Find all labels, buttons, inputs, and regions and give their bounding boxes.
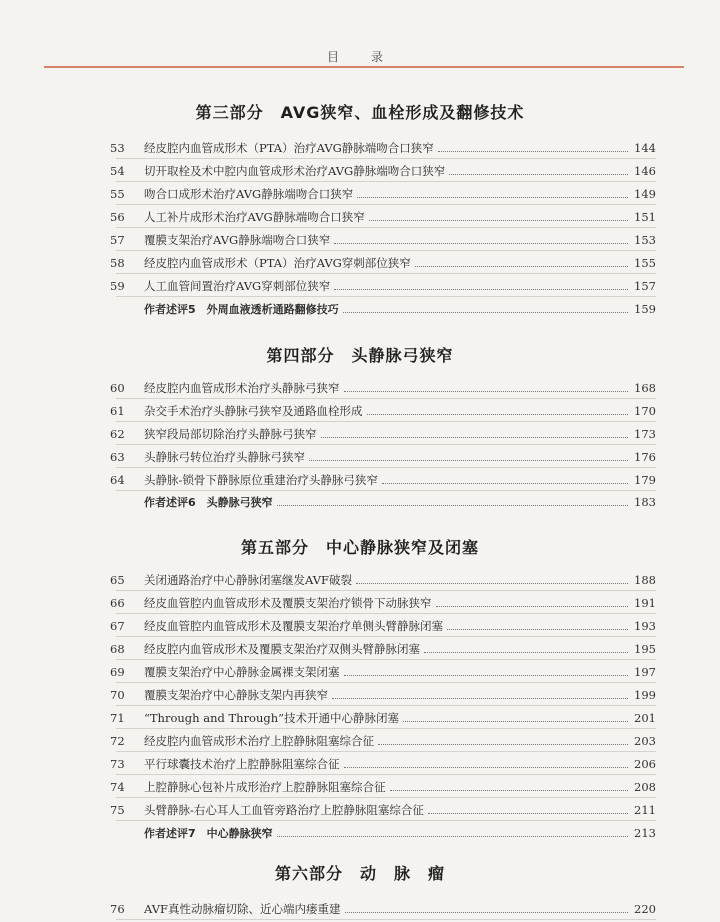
toc-entry <box>110 731 656 752</box>
dot-leader <box>438 150 628 152</box>
toc-entry <box>110 207 656 228</box>
entry-title: 平行球囊技术治疗上腔静脉阻塞综合征 <box>144 757 340 771</box>
entry-text-wrap <box>144 618 632 634</box>
entry-number: 68 <box>110 642 125 656</box>
page-header: 目 录 <box>326 50 393 64</box>
dot-leader <box>345 911 628 913</box>
dot-leader <box>309 459 628 461</box>
page-number: 213 <box>634 826 656 840</box>
toc-entry <box>110 184 656 205</box>
page-number: 146 <box>634 164 656 178</box>
entry-text-wrap <box>144 779 632 795</box>
toc-entry <box>110 378 656 399</box>
entry-number: 64 <box>110 473 125 487</box>
entry-number: 62 <box>110 427 125 441</box>
entry-title: 切开取栓及术中腔内血管成形术治疗AVG静脉端吻合口狭窄 <box>144 164 446 178</box>
author-comment-entry <box>116 492 656 512</box>
entry-number: 72 <box>110 734 125 748</box>
entry-text-wrap <box>144 278 632 294</box>
toc-entry <box>110 138 656 159</box>
entry-text-wrap <box>144 901 632 917</box>
author-comment-entry <box>116 299 656 319</box>
page-number: 149 <box>634 187 656 201</box>
entry-title: 经皮腔内血管成形术治疗上腔静脉阻塞综合征 <box>144 734 374 748</box>
toc-entry <box>110 276 656 297</box>
entry-text-wrap <box>144 255 632 271</box>
toc-entry <box>110 685 656 706</box>
entry-title: 经皮血管腔内血管成形术及覆膜支架治疗单侧头臂静脉闭塞 <box>144 619 443 633</box>
entry-number: 76 <box>110 902 125 916</box>
entry-text-wrap <box>144 449 632 465</box>
entry-number: 70 <box>110 688 125 702</box>
entry-number: 75 <box>110 803 125 817</box>
entry-title: 关闭通路治疗中心静脉闭塞继发AVF破裂 <box>144 573 353 587</box>
entry-number: 55 <box>110 187 125 201</box>
page-number: 183 <box>634 495 656 509</box>
page-number: 188 <box>634 573 656 587</box>
page-number: 170 <box>634 404 656 418</box>
entry-title: 人工补片成形术治疗AVG静脉端吻合口狭窄 <box>144 210 365 224</box>
section-title: 第五部分 中心静脉狭窄及闭塞 <box>240 538 479 557</box>
page-number: 203 <box>634 734 656 748</box>
entry-title: AVF真性动脉瘤切除、近心端内瘘重建 <box>144 902 341 916</box>
comment-title: 作者述评6 头静脉弓狭窄 <box>144 496 273 509</box>
entry-title: 经皮腔内血管成形术治疗头静脉弓狭窄 <box>144 381 340 395</box>
toc-entry <box>110 662 656 683</box>
page-number: 153 <box>634 233 656 247</box>
page-number: 206 <box>634 757 656 771</box>
entry-title: 狭窄段局部切除治疗头静脉弓狭窄 <box>144 427 317 441</box>
entry-number: 58 <box>110 256 125 270</box>
entry-text-wrap <box>144 472 632 488</box>
dot-leader <box>277 504 628 506</box>
page-number: 199 <box>634 688 656 702</box>
page-number: 208 <box>634 780 656 794</box>
page-number: 151 <box>634 210 656 224</box>
dot-leader <box>436 605 629 607</box>
entry-text-wrap <box>144 232 632 248</box>
author-comment-entry <box>116 823 656 843</box>
section-title: 第六部分 动 脉 瘤 <box>274 864 445 883</box>
dot-leader <box>344 766 629 768</box>
entry-text-wrap <box>144 710 632 726</box>
entry-number: 57 <box>110 233 125 247</box>
entry-title: 经皮腔内血管成形术（PTA）治疗AVG穿刺部位狭窄 <box>144 256 411 270</box>
entry-number: 56 <box>110 210 125 224</box>
dot-leader <box>332 697 628 699</box>
entry-text-wrap <box>144 403 632 419</box>
toc-entry <box>110 401 656 422</box>
page-number: 155 <box>634 256 656 270</box>
entry-text-wrap <box>144 687 632 703</box>
entry-title: 覆膜支架治疗AVG静脉端吻合口狭窄 <box>144 233 331 247</box>
entry-title: 上腔静脉心包补片成形治疗上腔静脉阻塞综合征 <box>144 780 386 794</box>
toc-entry <box>110 253 656 274</box>
entry-title: 人工血管间置治疗AVG穿刺部位狭窄 <box>144 279 331 293</box>
page-number: 220 <box>634 902 656 916</box>
entry-number: 54 <box>110 164 125 178</box>
entry-number: 61 <box>110 404 125 418</box>
page-number: 168 <box>634 381 656 395</box>
page-number: 193 <box>634 619 656 633</box>
dot-leader <box>378 743 628 745</box>
dot-leader <box>277 835 628 837</box>
entry-text-wrap <box>144 664 632 680</box>
dot-leader <box>344 674 629 676</box>
entry-title: 头静脉弓转位治疗头静脉弓狭窄 <box>144 450 305 464</box>
dot-leader <box>369 219 628 221</box>
toc-entry <box>110 447 656 468</box>
toc-entry <box>110 616 656 637</box>
toc-entry <box>110 161 656 182</box>
page-number: 179 <box>634 473 656 487</box>
entry-number: 73 <box>110 757 125 771</box>
dot-leader <box>424 651 628 653</box>
page-number: 195 <box>634 642 656 656</box>
entry-text-wrap <box>144 733 632 749</box>
page-number: 159 <box>634 302 656 316</box>
entry-number: 69 <box>110 665 125 679</box>
entry-text-wrap <box>144 756 632 772</box>
toc-entry <box>110 708 656 729</box>
entry-number: 66 <box>110 596 125 610</box>
section-title: 第三部分 AVG狭窄、血栓形成及翻修技术 <box>195 103 525 122</box>
toc-entry <box>110 570 656 591</box>
header-rule <box>44 66 684 68</box>
dot-leader <box>367 413 629 415</box>
entry-text-wrap <box>144 802 632 818</box>
entry-text-wrap <box>144 494 632 510</box>
page-number: 176 <box>634 450 656 464</box>
entry-text-wrap <box>144 186 632 202</box>
entry-number: 53 <box>110 141 125 155</box>
entry-number: 65 <box>110 573 125 587</box>
entry-title: 头臂静脉-右心耳人工血管旁路治疗上腔静脉阻塞综合征 <box>144 803 424 817</box>
entry-number: 59 <box>110 279 125 293</box>
entry-title: “Through and Through”技术开通中心静脉闭塞 <box>144 711 400 725</box>
entry-number: 71 <box>110 711 125 725</box>
toc-entry <box>110 424 656 445</box>
page-number: 191 <box>634 596 656 610</box>
dot-leader <box>321 436 629 438</box>
entry-text-wrap <box>144 301 632 317</box>
entry-text-wrap <box>144 140 632 156</box>
entry-text-wrap <box>144 641 632 657</box>
page-number: 173 <box>634 427 656 441</box>
page-number: 157 <box>634 279 656 293</box>
toc-entry <box>110 899 656 920</box>
toc-entry <box>110 800 656 821</box>
dot-leader <box>428 812 628 814</box>
entry-number: 74 <box>110 780 125 794</box>
entry-text-wrap <box>144 595 632 611</box>
entry-title: 杂交手术治疗头静脉弓狭窄及通路血栓形成 <box>144 404 363 418</box>
entry-text-wrap <box>144 380 632 396</box>
page-number: 144 <box>634 141 656 155</box>
dot-leader <box>334 288 628 290</box>
dot-leader <box>357 196 628 198</box>
dot-leader <box>447 628 628 630</box>
entry-number: 60 <box>110 381 125 395</box>
entry-number: 67 <box>110 619 125 633</box>
page-number: 201 <box>634 711 656 725</box>
dot-leader <box>449 173 628 175</box>
entry-text-wrap <box>144 825 632 841</box>
entry-title: 经皮腔内血管成形术（PTA）治疗AVG静脉端吻合口狭窄 <box>144 141 434 155</box>
page-number: 197 <box>634 665 656 679</box>
entry-title: 覆膜支架治疗中心静脉金属裸支架闭塞 <box>144 665 340 679</box>
dot-leader <box>382 482 628 484</box>
toc-entry <box>110 593 656 614</box>
entry-title: 经皮腔内血管成形术及覆膜支架治疗双侧头臂静脉闭塞 <box>144 642 420 656</box>
page-number: 211 <box>634 803 656 817</box>
toc-entry <box>110 754 656 775</box>
comment-title: 作者述评5 外周血液透析通路翻修技巧 <box>144 303 339 316</box>
section-title: 第四部分 头静脉弓狭窄 <box>266 346 454 365</box>
entry-title: 吻合口成形术治疗AVG静脉端吻合口狭窄 <box>144 187 354 201</box>
dot-leader <box>403 720 628 722</box>
entry-text-wrap <box>144 209 632 225</box>
entry-title: 经皮血管腔内血管成形术及覆膜支架治疗锁骨下动脉狭窄 <box>144 596 432 610</box>
dot-leader <box>415 265 628 267</box>
toc-entry <box>110 639 656 660</box>
entry-text-wrap <box>144 163 632 179</box>
toc-entry <box>110 470 656 491</box>
entry-title: 头静脉-锁骨下静脉原位重建治疗头静脉弓狭窄 <box>144 473 378 487</box>
dot-leader <box>344 390 629 392</box>
dot-leader <box>356 582 628 584</box>
entry-text-wrap <box>144 426 632 442</box>
entry-title: 覆膜支架治疗中心静脉支架内再狭窄 <box>144 688 328 702</box>
toc-entry <box>110 230 656 251</box>
dot-leader <box>390 789 629 791</box>
dot-leader <box>343 311 628 313</box>
dot-leader <box>334 242 628 244</box>
entry-number: 63 <box>110 450 125 464</box>
comment-title: 作者述评7 中心静脉狭窄 <box>144 827 273 840</box>
entry-text-wrap <box>144 572 632 588</box>
toc-entry <box>110 777 656 798</box>
